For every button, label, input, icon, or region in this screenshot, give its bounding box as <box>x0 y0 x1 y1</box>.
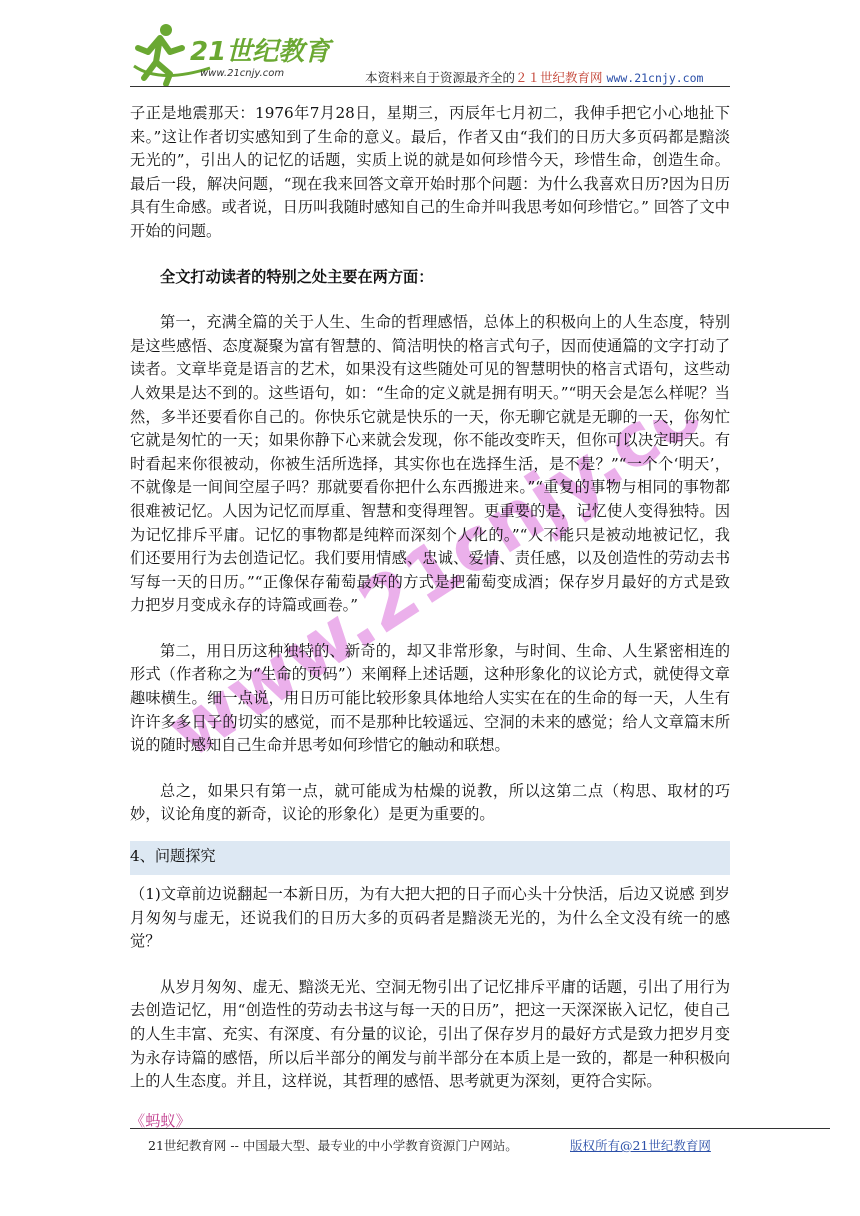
paragraph-second-point: 第二，用日历这种独特的、新奇的，却又非常形象，与时间、生命、人生紧密相连的形式（作者称之为“生命的页码”）来阐释上述话题，这种形象化的议论方式，就使得文章趣味横生。细一点说，用日历可能比较形象具体地给人实实在在的生命的每一天，人生有许许多多日子的切实的感觉，而不是那种比较遥远、空洞的未来的感觉；给人文章篇末所说的随时感知自己生命并思考如何珍惜它的触动和联想。 <box>130 641 730 755</box>
logo-text: 21世纪教育 <box>190 37 331 67</box>
section-heading: 全文打动读者的特别之处主要在两方面： <box>160 267 434 286</box>
section-band <box>130 841 730 875</box>
next-article-title[interactable]: 《蚂蚁》 <box>130 1111 191 1130</box>
watermark-text: www.21cnjy.com <box>170 420 730 776</box>
question-one: （1)文章前边说翻起一本新日历，为有大把大把的日子而心头十分快活，后边又说感 到岁月匆匆与虚无，还说我们的日历大多的页码者是黯淡无光的，为什么全文没有统一的感觉？ <box>130 885 730 951</box>
document-body <box>130 102 730 1133</box>
paragraph-continuation: 子正是地震那天：1976年7月28日，星期三，丙辰年七月初二，我伸手把它小心地扯下来。”这让作者切实感知到了生命的意义。最后，作者又由“我们的日历大多页码都是黯淡无光的”，引出人的记忆的话题，实质上说的就是如何珍惜今天，珍惜生命，创造生命。最后一段，解决问题，“现在我来回答文章开始时那个问题：为什么我喜欢日历?因为日历具有生命感。或者说，日历叫我随时感知自己的生命并叫我思考如何珍惜它。” 回答了文中开始的问题。 <box>130 104 730 240</box>
header-note-prefix: 本资料来自于资源最齐全的 <box>365 70 516 85</box>
logo-url: www.21cnjy.com <box>200 68 285 79</box>
footer-copyright-link[interactable]: 版权所有@21世纪教育网 <box>570 1138 711 1153</box>
header-url-link[interactable]: www.21cnjy.com <box>606 71 704 85</box>
answer-paragraph: 从岁月匆匆、虚无、黯淡无光、空洞无物引出了记忆排斥平庸的话题，引出了用行为去创造记忆，用“创造性的劳动去书这与每一天的日历”，把这一天深深嵌入记忆，使自己的人生丰富、充实、有深度、有分量的议论，引出了保存岁月的最好方式是致力把岁月变为永存诗篇的感悟，所以后半部分的阐发与前半部分在本质上是一致的，都是一种积极向上的人生态度。并且，这样说，其哲理的感悟、思考就更为深刻，更符合实际。 <box>130 977 730 1091</box>
logo-graphic <box>130 18 360 88</box>
header-note <box>365 68 703 86</box>
paragraph-summary: 总之，如果只有第一点，就可能成为枯燥的说教，所以这第二点（构思、取材的巧妙，议论角度的新奇，议论的形象化）是更为重要的。 <box>130 781 730 824</box>
paragraph-first-point: 第一，充满全篇的关于人生、生命的哲理感悟，总体上的积极向上的人生态度，特别是这些感悟、态度凝聚为富有智慧的、简洁明快的格言式句子，因而使通篇的文字打动了读者。文章毕竟是语言的艺术，如果没有这些随处可见的智慧明快的格言式语句，这些动人效果是达不到的。这些语句，如：“生命的定义就是拥有明天。”“明天会是怎么样呢？当然，多半还要看你自己的。你快乐它就是快乐的一天，你无聊它就是无聊的一天，你匆忙它就是匆忙的一天；如果你静下心来就会发现，你不能改变昨天，但你可以决定明天。有时看起来你很被动，你被生活所选择，其实你也在选择生活，是不是？”“一个个‘明天’，不就像是一间间空屋子吗？那就要看你把什么东西搬进来。”“重复的事物与相同的事物都很难被记忆。人因为记忆而厚重、智慧和变得理智。更重要的是，记忆使人变得独特。因为记忆排斥平庸。记忆的事物都是纯粹而深刻个人化的。”“人不能只是被动地被记忆，我们还要用行为去创造记忆。我们要用情感、忠诚、爱情、责任感，以及创造性的劳动去书写每一天的日历。”“正像保存葡萄最好的方式是把葡萄变成酒；保存岁月最好的方式是致力把岁月变成永存的诗篇或画卷。” <box>130 313 730 615</box>
site-logo <box>130 18 360 88</box>
section-title: 4、问题探究 <box>130 847 216 866</box>
footer-divider <box>130 1128 830 1129</box>
footer-text: 21世纪教育网 -- 中国最大型、最专业的中小学教育资源门户网站。 <box>148 1138 518 1153</box>
header-brand-link[interactable]: ２１世纪教育网 <box>515 70 603 85</box>
header-divider <box>130 86 730 87</box>
